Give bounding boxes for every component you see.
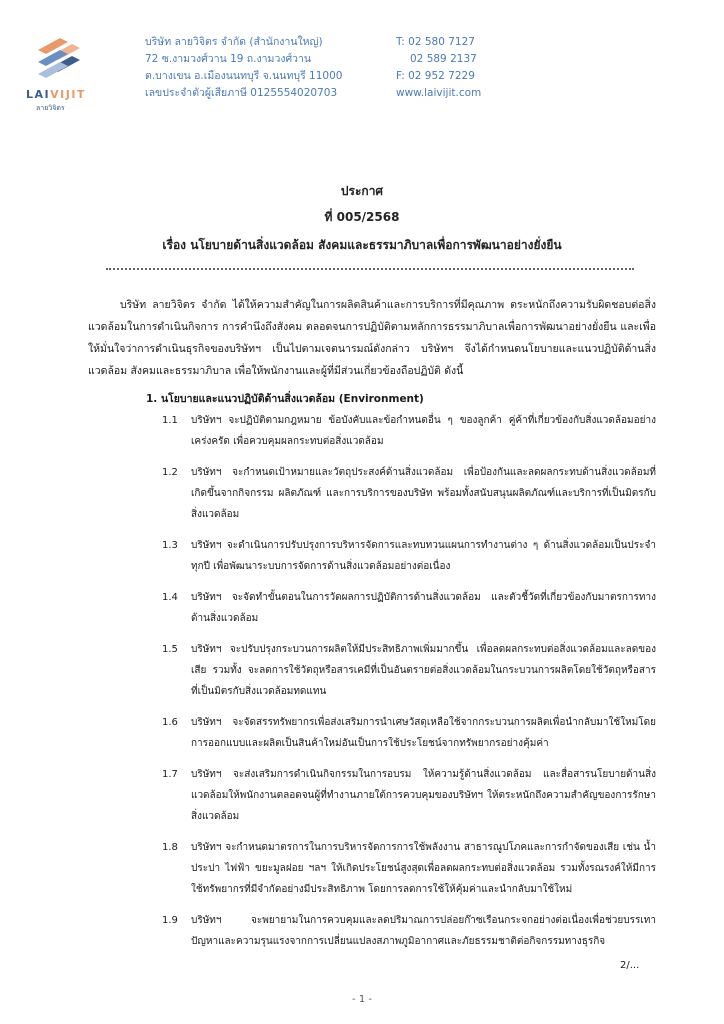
intro-text: บริษัท ลายวิจิตร จำกัด ได้ให้ความสำคัญในการผลิตสินค้าและการบริการที่มีคุณภาพ ตระหนักถึงความรับผิดชอบต่อสิ่งแวดล้อมในการดำเนินกิจการ การคำนึงถึงสังคม ตลอดจนการปฏิบัติตามหลักการธรรมาภิบาลเพื่อการพัฒนาอย่างยั่งยืน และเพื่อให้มั่นใจว่าการดำเนินธุรกิจของบริษัทฯ เป็นไปตามเจตนารมณ์ดังกล่าว บริษัทฯ จึงได้กำหนดนโยบายและแนวปฏิบัติด้านสิ่งแวดล้อม สังคมและธรรมาภิบาล เพื่อให้พนักงานและผู้ที่มีส่วนเกี่ยวข้องถือปฏิบัติ ดังนี้ [88, 299, 656, 377]
item-text: บริษัทฯ จะจัดทำขั้นตอนในการวัดผลการปฏิบัติการด้านสิ่งแวดล้อม และตัวชี้วัดที่เกี่ยวข้องกับมาตรการทางด้านสิ่งแวดล้อม [191, 592, 656, 624]
item-text: บริษัทฯ จะปรับปรุงกระบวนการผลิตให้มีประสิทธิภาพเพิ่มมากขึ้น เพื่อลดผลกระทบต่อสิ่งแวดล้อมและลดของเสีย รวมทั้ง จะลดการใช้วัตถุหรือสารเคมีที่เป็นอันตรายต่อสิ่งแวดล้อมในกระบวนการผลิตโดยใช้วัตถุหรือสารที่เป็นมิตรกับสิ่งแวดล้อมทดแทน [191, 644, 656, 697]
item-text: บริษัทฯ จะส่งเสริมการดำเนินกิจกรรมในการอบรม ให้ความรู้ด้านสิ่งแวดล้อม และสื่อสารนโยบายด้านสิ่งแวดล้อมให้พนักงานตลอดจนผู้ที่ทำงานภายใต้การควบคุมของบริษัทฯ ให้ตระหนักถึงความสำคัญของการรักษาสิ่งแวดล้อม [191, 769, 656, 822]
dotted-divider [106, 268, 634, 270]
company-logo [26, 32, 106, 122]
announcement-subject: เรื่อง นโยบายด้านสิ่งแวดล้อม สังคมและธรรมาภิบาลเพื่อการพัฒนาอย่างยั่งยืน [162, 238, 562, 252]
policy-item [162, 639, 656, 702]
policy-item [162, 837, 656, 900]
item-number: 1.4 [162, 592, 178, 603]
phone-1: T: 02 580 7127 [396, 36, 475, 48]
address-line: ต.บางเขน อ.เมืองนนทบุรี จ.นนทบุรี 11000 [145, 70, 343, 82]
logo-wordmark: LAIVIJIT [26, 88, 86, 101]
item-text: บริษัทฯ จะพยายามในการควบคุมและลดปริมาณการปล่อยก๊าซเรือนกระจกอย่างต่อเนื่องเพื่อช่วยบรรเทาปัญหาและความรุนแรงจากการเปลี่ยนแปลงสภาพภูมิอากาศและภัยธรรมชาติต่อกิจกรรมทางธุรกิจ [191, 915, 656, 947]
policy-item [162, 587, 656, 629]
item-text: บริษัทฯ จะกำหนดเป้าหมายและวัตถุประสงค์ด้านสิ่งแวดล้อม เพื่อป้องกันและลดผลกระทบด้านสิ่งแวดล้อมที่เกิดขึ้นจากกิจกรรม ผลิตภัณฑ์ และการบริการของบริษัท พร้อมทั้งสนับสนุนผลิตภัณฑ์และบริการที่เป็นมิตรกับสิ่งแวดล้อม [191, 467, 656, 520]
item-number: 1.9 [162, 915, 178, 926]
item-number: 1.1 [162, 415, 178, 426]
announcement-title: ประกาศ [340, 184, 384, 198]
continued-marker: 2/... [620, 960, 640, 971]
policy-item [162, 410, 656, 452]
fax-number: F: 02 952 7229 [396, 70, 475, 82]
announcement-number: ที่ 005/2568 [324, 210, 400, 224]
company-address [145, 34, 342, 102]
item-number: 1.5 [162, 644, 178, 655]
policy-item [162, 910, 656, 952]
logo-mark-icon [30, 32, 94, 88]
policy-item [162, 764, 656, 827]
policy-item [162, 535, 656, 577]
item-text: บริษัทฯ จะดำเนินการปรับปรุงการบริหารจัดการและทบทวนแผนการทำงานต่าง ๆ ด้านสิ่งแวดล้อมเป็นประจำทุกปี เพื่อพัฒนาระบบการจัดการด้านสิ่งแวดล้อมอย่างต่อเนื่อง [191, 540, 656, 572]
policy-list [162, 410, 656, 962]
item-number: 1.3 [162, 540, 178, 551]
policy-item [162, 712, 656, 754]
item-text: บริษัทฯ จะปฏิบัติตามกฎหมาย ข้อบังคับและข้อกำหนดอื่น ๆ ของลูกค้า คู่ค้าที่เกี่ยวข้องกับสิ่งแวดล้อมอย่างเคร่งครัด เพื่อควบคุมผลกระทบต่อสิ่งแวดล้อม [191, 415, 656, 447]
address-line: 72 ซ.งามวงศ์วาน 19 ถ.งามวงศ์วาน [145, 53, 312, 65]
item-number: 1.2 [162, 467, 178, 478]
section-heading-environment: 1. นโยบายและแนวปฏิบัติด้านสิ่งแวดล้อม (Environment) [146, 393, 424, 405]
item-text: บริษัทฯ จะจัดสรรทรัพยากรเพื่อส่งเสริมการนำเศษวัสดุเหลือใช้จากกระบวนการผลิตเพื่อนำกลับมาใช้ใหม่โดยการออกแบบและผลิตเป็นสินค้าใหม่อันเป็นการใช้ประโยชน์จากทรัพยากรอย่างคุ้มค่า [191, 717, 656, 749]
policy-item [162, 462, 656, 525]
intro-paragraph [88, 294, 656, 382]
item-text: บริษัทฯ จะกำหนดมาตรการในการบริหารจัดการการใช้พลังงาน สาธารณูปโภคและการกำจัดของเสีย เช่น น้ำประปา ไฟฟ้า ขยะมูลฝอย ฯลฯ ให้เกิดประโยชน์สูงสุดเพื่อลดผลกระทบต่อสิ่งแวดล้อม รวมทั้งรณรงค์ให้มีการใช้ทรัพยากรที่มีจำกัดอย่างมีประสิทธิภาพ โดยการลดการใช้ให้คุ้มค่าและนำกลับมาใช้ใหม่ [191, 842, 656, 895]
phone-2: 02 589 2137 [410, 53, 477, 65]
item-number: 1.7 [162, 769, 178, 780]
tax-id-line: เลขประจำตัวผู้เสียภาษี 0125554020703 [145, 87, 338, 99]
address-line: บริษัท ลายวิจิตร จำกัด (สำนักงานใหญ่) [145, 36, 323, 48]
item-number: 1.6 [162, 717, 178, 728]
company-contact [396, 34, 481, 102]
logo-subtitle: ลายวิจิตร [36, 104, 65, 112]
page-number: - 1 - [352, 994, 372, 1005]
website-link[interactable]: www.laivijit.com [396, 87, 482, 99]
item-number: 1.8 [162, 842, 178, 853]
